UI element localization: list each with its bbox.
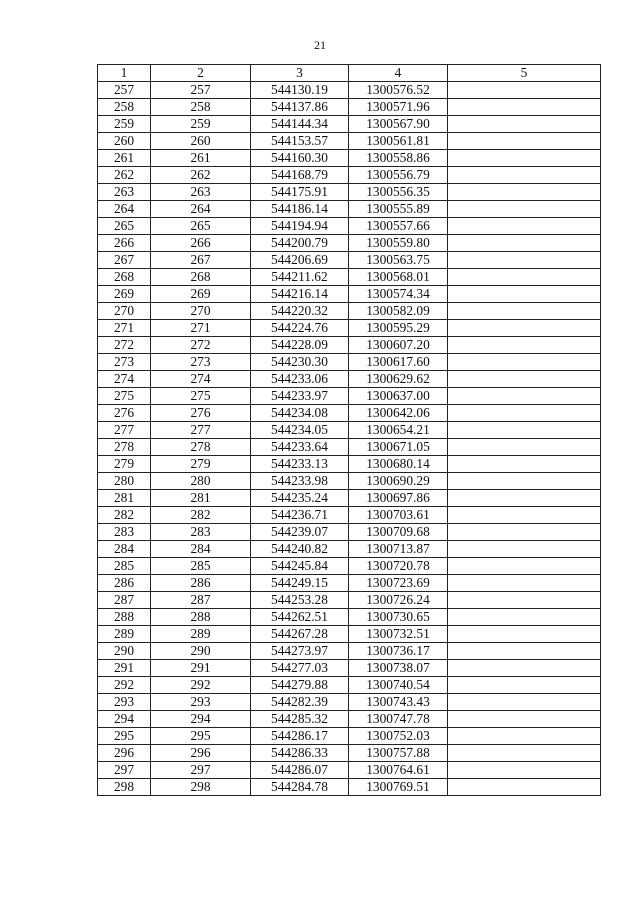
table-cell: 1300629.62 [349, 371, 448, 388]
table-cell [448, 507, 601, 524]
table-cell: 261 [98, 150, 151, 167]
table-cell [448, 541, 601, 558]
page-number: 21 [314, 38, 326, 52]
table-cell: 268 [151, 269, 251, 286]
table-cell: 544234.08 [251, 405, 349, 422]
table-row [98, 507, 601, 524]
table-cell: 260 [98, 133, 151, 150]
table-cell [448, 660, 601, 677]
table-cell: 281 [98, 490, 151, 507]
table-cell: 544200.79 [251, 235, 349, 252]
table-cell: 544233.13 [251, 456, 349, 473]
table-cell [448, 473, 601, 490]
table-cell: 288 [98, 609, 151, 626]
table-cell: 265 [151, 218, 251, 235]
table-cell [448, 745, 601, 762]
table-row [98, 609, 601, 626]
table-row [98, 337, 601, 354]
table-row [98, 303, 601, 320]
table-cell [448, 133, 601, 150]
table-row [98, 439, 601, 456]
table-cell: 544262.51 [251, 609, 349, 626]
table-cell: 288 [151, 609, 251, 626]
table-cell [448, 354, 601, 371]
table-row [98, 660, 601, 677]
table-row [98, 286, 601, 303]
table-cell: 265 [98, 218, 151, 235]
table-cell: 544273.97 [251, 643, 349, 660]
table-cell: 544228.09 [251, 337, 349, 354]
table-cell: 278 [98, 439, 151, 456]
table-cell: 283 [98, 524, 151, 541]
table-cell: 1300769.51 [349, 779, 448, 796]
column-header: 4 [349, 65, 448, 82]
table-cell [448, 320, 601, 337]
table-cell: 266 [98, 235, 151, 252]
table-cell: 258 [98, 99, 151, 116]
table-cell: 273 [98, 354, 151, 371]
table-row [98, 524, 601, 541]
table-cell [448, 490, 601, 507]
table-cell [448, 388, 601, 405]
table-cell [448, 252, 601, 269]
table-cell: 274 [151, 371, 251, 388]
table-row [98, 269, 601, 286]
table-cell: 1300568.01 [349, 269, 448, 286]
table-cell: 1300642.06 [349, 405, 448, 422]
table-cell: 275 [151, 388, 251, 405]
table-cell: 544153.57 [251, 133, 349, 150]
table-cell: 281 [151, 490, 251, 507]
table-cell: 260 [151, 133, 251, 150]
table-cell: 290 [98, 643, 151, 660]
table-cell [448, 524, 601, 541]
table-cell [448, 694, 601, 711]
table-row [98, 133, 601, 150]
table-cell: 544277.03 [251, 660, 349, 677]
table-cell: 1300743.43 [349, 694, 448, 711]
table-cell [448, 99, 601, 116]
table-cell: 544234.05 [251, 422, 349, 439]
table-cell: 279 [151, 456, 251, 473]
table-cell: 1300558.86 [349, 150, 448, 167]
table-row [98, 388, 601, 405]
table-cell: 258 [151, 99, 251, 116]
table-cell: 1300555.89 [349, 201, 448, 218]
table-cell: 271 [98, 320, 151, 337]
table-cell: 297 [151, 762, 251, 779]
table-cell [448, 592, 601, 609]
table-cell: 284 [151, 541, 251, 558]
table-cell [448, 575, 601, 592]
table-cell: 268 [98, 269, 151, 286]
table-row [98, 677, 601, 694]
table-cell: 270 [98, 303, 151, 320]
table-cell: 544236.71 [251, 507, 349, 524]
table-cell: 1300556.79 [349, 167, 448, 184]
table-cell: 289 [151, 626, 251, 643]
table-cell [448, 184, 601, 201]
table-cell: 262 [98, 167, 151, 184]
table-cell: 1300567.90 [349, 116, 448, 133]
table-row [98, 82, 601, 99]
table-cell: 292 [98, 677, 151, 694]
table-row [98, 541, 601, 558]
table-row [98, 354, 601, 371]
table-cell [448, 150, 601, 167]
table-cell: 1300747.78 [349, 711, 448, 728]
table-cell: 1300740.54 [349, 677, 448, 694]
table-cell: 544285.32 [251, 711, 349, 728]
table-cell: 1300680.14 [349, 456, 448, 473]
table-row [98, 150, 601, 167]
table-cell: 1300582.09 [349, 303, 448, 320]
table-cell: 1300561.81 [349, 133, 448, 150]
table-cell: 544282.39 [251, 694, 349, 711]
table-cell: 544286.33 [251, 745, 349, 762]
table-cell: 544286.17 [251, 728, 349, 745]
table-cell: 293 [98, 694, 151, 711]
table-cell: 544194.94 [251, 218, 349, 235]
table-cell [448, 218, 601, 235]
table-row [98, 252, 601, 269]
table-cell: 544230.30 [251, 354, 349, 371]
table-cell: 544220.32 [251, 303, 349, 320]
table-cell: 1300713.87 [349, 541, 448, 558]
table-cell: 257 [151, 82, 251, 99]
table-cell: 1300723.69 [349, 575, 448, 592]
table-cell [448, 456, 601, 473]
table-cell: 1300617.60 [349, 354, 448, 371]
table-cell: 274 [98, 371, 151, 388]
table-row [98, 99, 601, 116]
table-cell: 544216.14 [251, 286, 349, 303]
table-cell: 1300637.00 [349, 388, 448, 405]
table-cell: 272 [151, 337, 251, 354]
table-cell: 1300730.65 [349, 609, 448, 626]
table-cell: 544186.14 [251, 201, 349, 218]
table-cell: 544253.28 [251, 592, 349, 609]
table-cell: 257 [98, 82, 151, 99]
table-cell: 544137.86 [251, 99, 349, 116]
table-cell: 544233.98 [251, 473, 349, 490]
table-cell: 283 [151, 524, 251, 541]
table-cell: 544239.07 [251, 524, 349, 541]
table-cell: 1300738.07 [349, 660, 448, 677]
table-cell [448, 643, 601, 660]
column-header: 1 [98, 65, 151, 82]
table-cell: 271 [151, 320, 251, 337]
table-cell: 544130.19 [251, 82, 349, 99]
table-cell: 544240.82 [251, 541, 349, 558]
table-cell: 285 [151, 558, 251, 575]
table-cell: 267 [151, 252, 251, 269]
table-cell: 296 [98, 745, 151, 762]
table-cell: 1300736.17 [349, 643, 448, 660]
table-cell: 287 [151, 592, 251, 609]
table-cell: 269 [98, 286, 151, 303]
table-cell: 287 [98, 592, 151, 609]
table-row [98, 235, 601, 252]
table-cell: 544267.28 [251, 626, 349, 643]
table-row [98, 473, 601, 490]
table-cell: 297 [98, 762, 151, 779]
table-cell: 544233.06 [251, 371, 349, 388]
table-row [98, 422, 601, 439]
table-cell: 276 [151, 405, 251, 422]
table-row [98, 711, 601, 728]
table-row [98, 116, 601, 133]
table-cell [448, 422, 601, 439]
table-cell: 544249.15 [251, 575, 349, 592]
table-cell [448, 626, 601, 643]
table-cell [448, 439, 601, 456]
table-cell: 266 [151, 235, 251, 252]
table-cell: 259 [151, 116, 251, 133]
table-cell: 544235.24 [251, 490, 349, 507]
table-row [98, 201, 601, 218]
table-row [98, 558, 601, 575]
table-cell: 263 [98, 184, 151, 201]
table-cell [448, 82, 601, 99]
table-row [98, 167, 601, 184]
table-body [98, 82, 601, 796]
table-row [98, 762, 601, 779]
table-cell [448, 762, 601, 779]
table-cell: 1300752.03 [349, 728, 448, 745]
table-cell: 282 [151, 507, 251, 524]
table-cell: 1300654.21 [349, 422, 448, 439]
table-row [98, 643, 601, 660]
table-cell: 291 [151, 660, 251, 677]
table-cell: 290 [151, 643, 251, 660]
table-cell: 1300576.52 [349, 82, 448, 99]
table-cell: 273 [151, 354, 251, 371]
table-row [98, 184, 601, 201]
table-cell: 282 [98, 507, 151, 524]
table-row [98, 371, 601, 388]
table-cell: 544175.91 [251, 184, 349, 201]
table-row [98, 320, 601, 337]
header-row [98, 65, 601, 82]
table-cell: 298 [98, 779, 151, 796]
table-cell [448, 337, 601, 354]
table-cell [448, 371, 601, 388]
table-cell [448, 779, 601, 796]
table-cell: 262 [151, 167, 251, 184]
table-cell: 1300559.80 [349, 235, 448, 252]
table-cell: 293 [151, 694, 251, 711]
table-cell: 1300556.35 [349, 184, 448, 201]
table-cell: 267 [98, 252, 151, 269]
table-cell: 1300764.61 [349, 762, 448, 779]
table-cell: 263 [151, 184, 251, 201]
table-cell: 1300720.78 [349, 558, 448, 575]
table-cell [448, 269, 601, 286]
table-row [98, 405, 601, 422]
table-cell: 291 [98, 660, 151, 677]
table-cell: 1300671.05 [349, 439, 448, 456]
table-cell: 296 [151, 745, 251, 762]
table-cell: 278 [151, 439, 251, 456]
table-row [98, 592, 601, 609]
table-cell: 1300697.86 [349, 490, 448, 507]
table-cell: 292 [151, 677, 251, 694]
table-cell: 279 [98, 456, 151, 473]
table-cell: 285 [98, 558, 151, 575]
table-cell [448, 677, 601, 694]
table-row [98, 456, 601, 473]
table-cell: 1300690.29 [349, 473, 448, 490]
table-cell: 544245.84 [251, 558, 349, 575]
table-cell: 544206.69 [251, 252, 349, 269]
table-cell: 280 [151, 473, 251, 490]
table-cell: 295 [151, 728, 251, 745]
table-row [98, 728, 601, 745]
coordinates-table [97, 64, 601, 796]
table-cell: 289 [98, 626, 151, 643]
table-cell: 544233.64 [251, 439, 349, 456]
table-cell: 1300574.34 [349, 286, 448, 303]
table-cell: 259 [98, 116, 151, 133]
table-row [98, 745, 601, 762]
table-cell: 1300571.96 [349, 99, 448, 116]
column-header: 2 [151, 65, 251, 82]
table-cell [448, 116, 601, 133]
table-cell: 298 [151, 779, 251, 796]
table-cell: 1300607.20 [349, 337, 448, 354]
table-cell: 286 [151, 575, 251, 592]
table-cell: 264 [151, 201, 251, 218]
table-cell: 1300726.24 [349, 592, 448, 609]
table-cell: 1300563.75 [349, 252, 448, 269]
table-cell: 264 [98, 201, 151, 218]
table-row [98, 218, 601, 235]
table-cell [448, 167, 601, 184]
table-cell: 1300557.66 [349, 218, 448, 235]
table-cell: 295 [98, 728, 151, 745]
table-cell [448, 201, 601, 218]
table-cell: 544160.30 [251, 150, 349, 167]
table-cell: 284 [98, 541, 151, 558]
table-cell [448, 609, 601, 626]
table-cell: 272 [98, 337, 151, 354]
table-cell [448, 558, 601, 575]
table-row [98, 694, 601, 711]
table-cell: 269 [151, 286, 251, 303]
table-cell: 261 [151, 150, 251, 167]
table-cell: 277 [98, 422, 151, 439]
table-cell: 294 [151, 711, 251, 728]
table-cell [448, 286, 601, 303]
table-cell: 544279.88 [251, 677, 349, 694]
table-cell: 294 [98, 711, 151, 728]
table-row [98, 779, 601, 796]
table-cell: 544168.79 [251, 167, 349, 184]
table-cell: 286 [98, 575, 151, 592]
table-cell: 276 [98, 405, 151, 422]
column-header: 5 [448, 65, 601, 82]
table-cell [448, 405, 601, 422]
table-cell: 1300709.68 [349, 524, 448, 541]
table-cell: 270 [151, 303, 251, 320]
table-row [98, 490, 601, 507]
table-cell [448, 728, 601, 745]
table-cell: 544286.07 [251, 762, 349, 779]
table-cell [448, 235, 601, 252]
table-cell: 280 [98, 473, 151, 490]
table-cell: 275 [98, 388, 151, 405]
table-cell: 544284.78 [251, 779, 349, 796]
table-cell: 1300703.61 [349, 507, 448, 524]
table-cell [448, 303, 601, 320]
table-cell: 544224.76 [251, 320, 349, 337]
table-cell: 544144.34 [251, 116, 349, 133]
table-cell [448, 711, 601, 728]
table-cell: 544233.97 [251, 388, 349, 405]
table-cell: 1300595.29 [349, 320, 448, 337]
table-cell: 1300732.51 [349, 626, 448, 643]
table-cell: 277 [151, 422, 251, 439]
table-row [98, 626, 601, 643]
table-row [98, 575, 601, 592]
table-cell: 544211.62 [251, 269, 349, 286]
table-cell: 1300757.88 [349, 745, 448, 762]
column-header: 3 [251, 65, 349, 82]
